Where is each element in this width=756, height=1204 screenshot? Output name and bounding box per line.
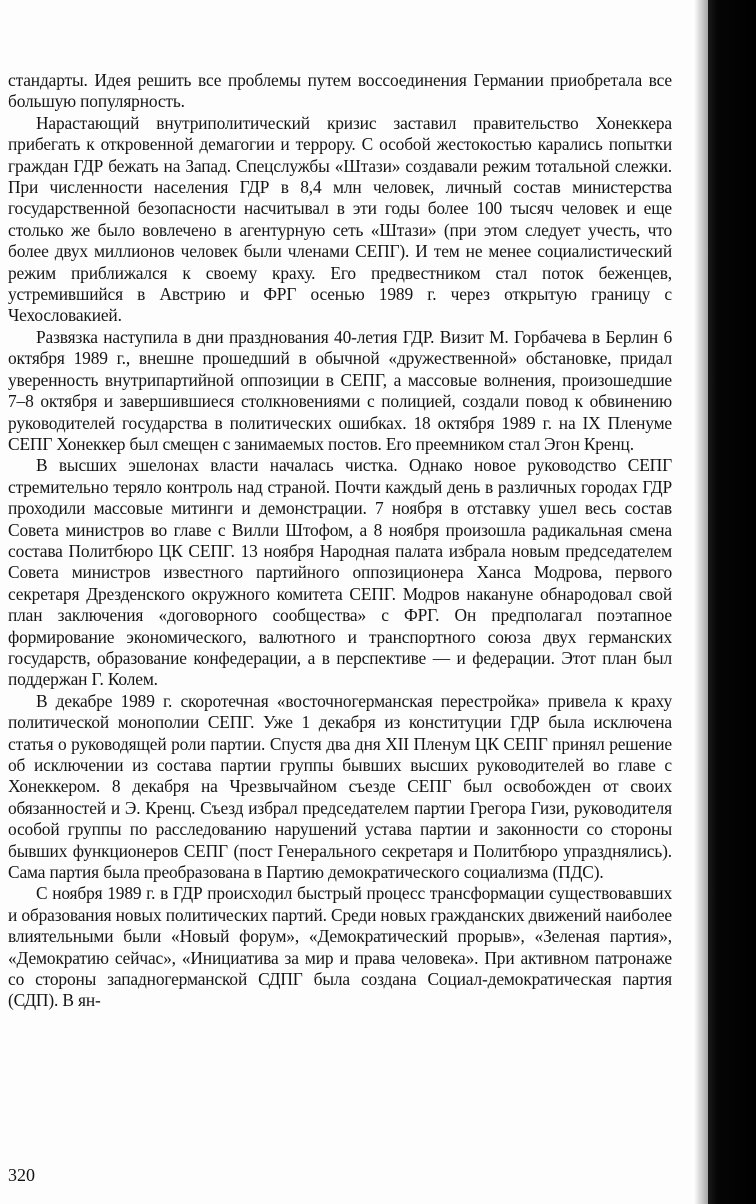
paragraph-6: С ноября 1989 г. в ГДР происходил быстрый процесс трансформации существовавших и образования новых политических партий. Среди новых гражданских движений наиболее влиятельными были «Новый форум», «Демократический прорыв», «Зеленая партия», «Демократию сейчас», «Инициатива за мир и права человека». При активном патронаже со стороны западногерманской СДПГ была создана Социал-демократическая партия (СДП). В ян- [8,883,672,1011]
paragraph-2: Нарастающий внутриполитический кризис заставил правительство Хонеккера прибегать к откровенной демагогии и террору. С особой жестокостью карались попытки граждан ГДР бежать на Запад. Спецслужбы «Штази» создавали режим тотальной слежки. При численности населения ГДР в 8,4 млн человек, личный состав министерства государственной безопасности насчитывал в эти годы более 100 тысяч человек и еще столько же было вовлечено в агентурную сеть «Штази» (при этом следует учесть, что более двух миллионов человек были членами СЕПГ). И тем не менее социалистический режим приближался к своему краху. Его предвестником стал поток беженцев, устремившийся в Австрию и ФРГ осенью 1989 г. через открытую границу с Чехословакией. [8,112,672,326]
scan-edge-shadow [708,0,756,1204]
page-number: 320 [8,1165,35,1185]
paragraph-4: В высших эшелонах власти началась чистка. Однако новое руководство СЕПГ стремительно теряло контроль над страной. Почти каждый день в различных городах ГДР проходили массовые митинги и демонстрации. 7 ноября в отставку ушел весь состав Совета министров во главе с Вилли Штофом, а 8 ноября произошла радикальная смена состава Политбюро ЦК СЕПГ. 13 ноября Народная палата избрала новым председателем Совета министров известного партийного оппозиционера Ханса Модрова, первого секретаря Дрезденского окружного комитета СЕПГ. Модров накануне обнародовал свой план заключения «договорного сообщества» с ФРГ. Он предполагал поэтапное формирование экономического, валютного и транспортного союза двух германских государств, образование конфедерации, а в перспективе — и федерации. Этот план был поддержан Г. Колем. [8,455,672,690]
paragraph-3: Развязка наступила в дни празднования 40-летия ГДР. Визит М. Горбачева в Берлин 6 октября 1989 г., внешне прошедший в обычной «дружественной» обстановке, придал уверенность внутрипартийной оппозиции в СЕПГ, а массовые волнения, произошедшие 7–8 октября и завершившиеся столкновениями с полицией, создали повод к обвинению руководителей государства в политических ошибках. 18 октября 1989 г. на IX Пленуме СЕПГ Хонеккер был смещен с занимаемых постов. Его преемником стал Эгон Кренц. [8,326,672,454]
body-text [8,70,672,1012]
paragraph-1: стандарты. Идея решить все проблемы путем воссоединения Германии приобретала все большую популярность. [8,70,672,112]
paragraph-5: В декабре 1989 г. скоротечная «восточногерманская перестройка» привела к краху политической монополии СЕПГ. Уже 1 декабря из конституции ГДР была исключена статья о руководящей роли партии. Спустя два дня XII Пленум ЦК СЕПГ принял решение об исключении из состава партии группы бывших высших руководителей во главе с Хонеккером. 8 декабря на Чрезвычайном съезде СЕПГ был освобожден от своих обязанностей и Э. Кренц. Съезд избрал председателем партии Грегора Гизи, руководителя особой группы по расследованию нарушений устава партии и законности со стороны бывших функционеров СЕПГ (пост Генерального секретаря и Политбюро упразднялись). Сама партия была преобразована в Партию демократического социализма (ПДС). [8,690,672,883]
